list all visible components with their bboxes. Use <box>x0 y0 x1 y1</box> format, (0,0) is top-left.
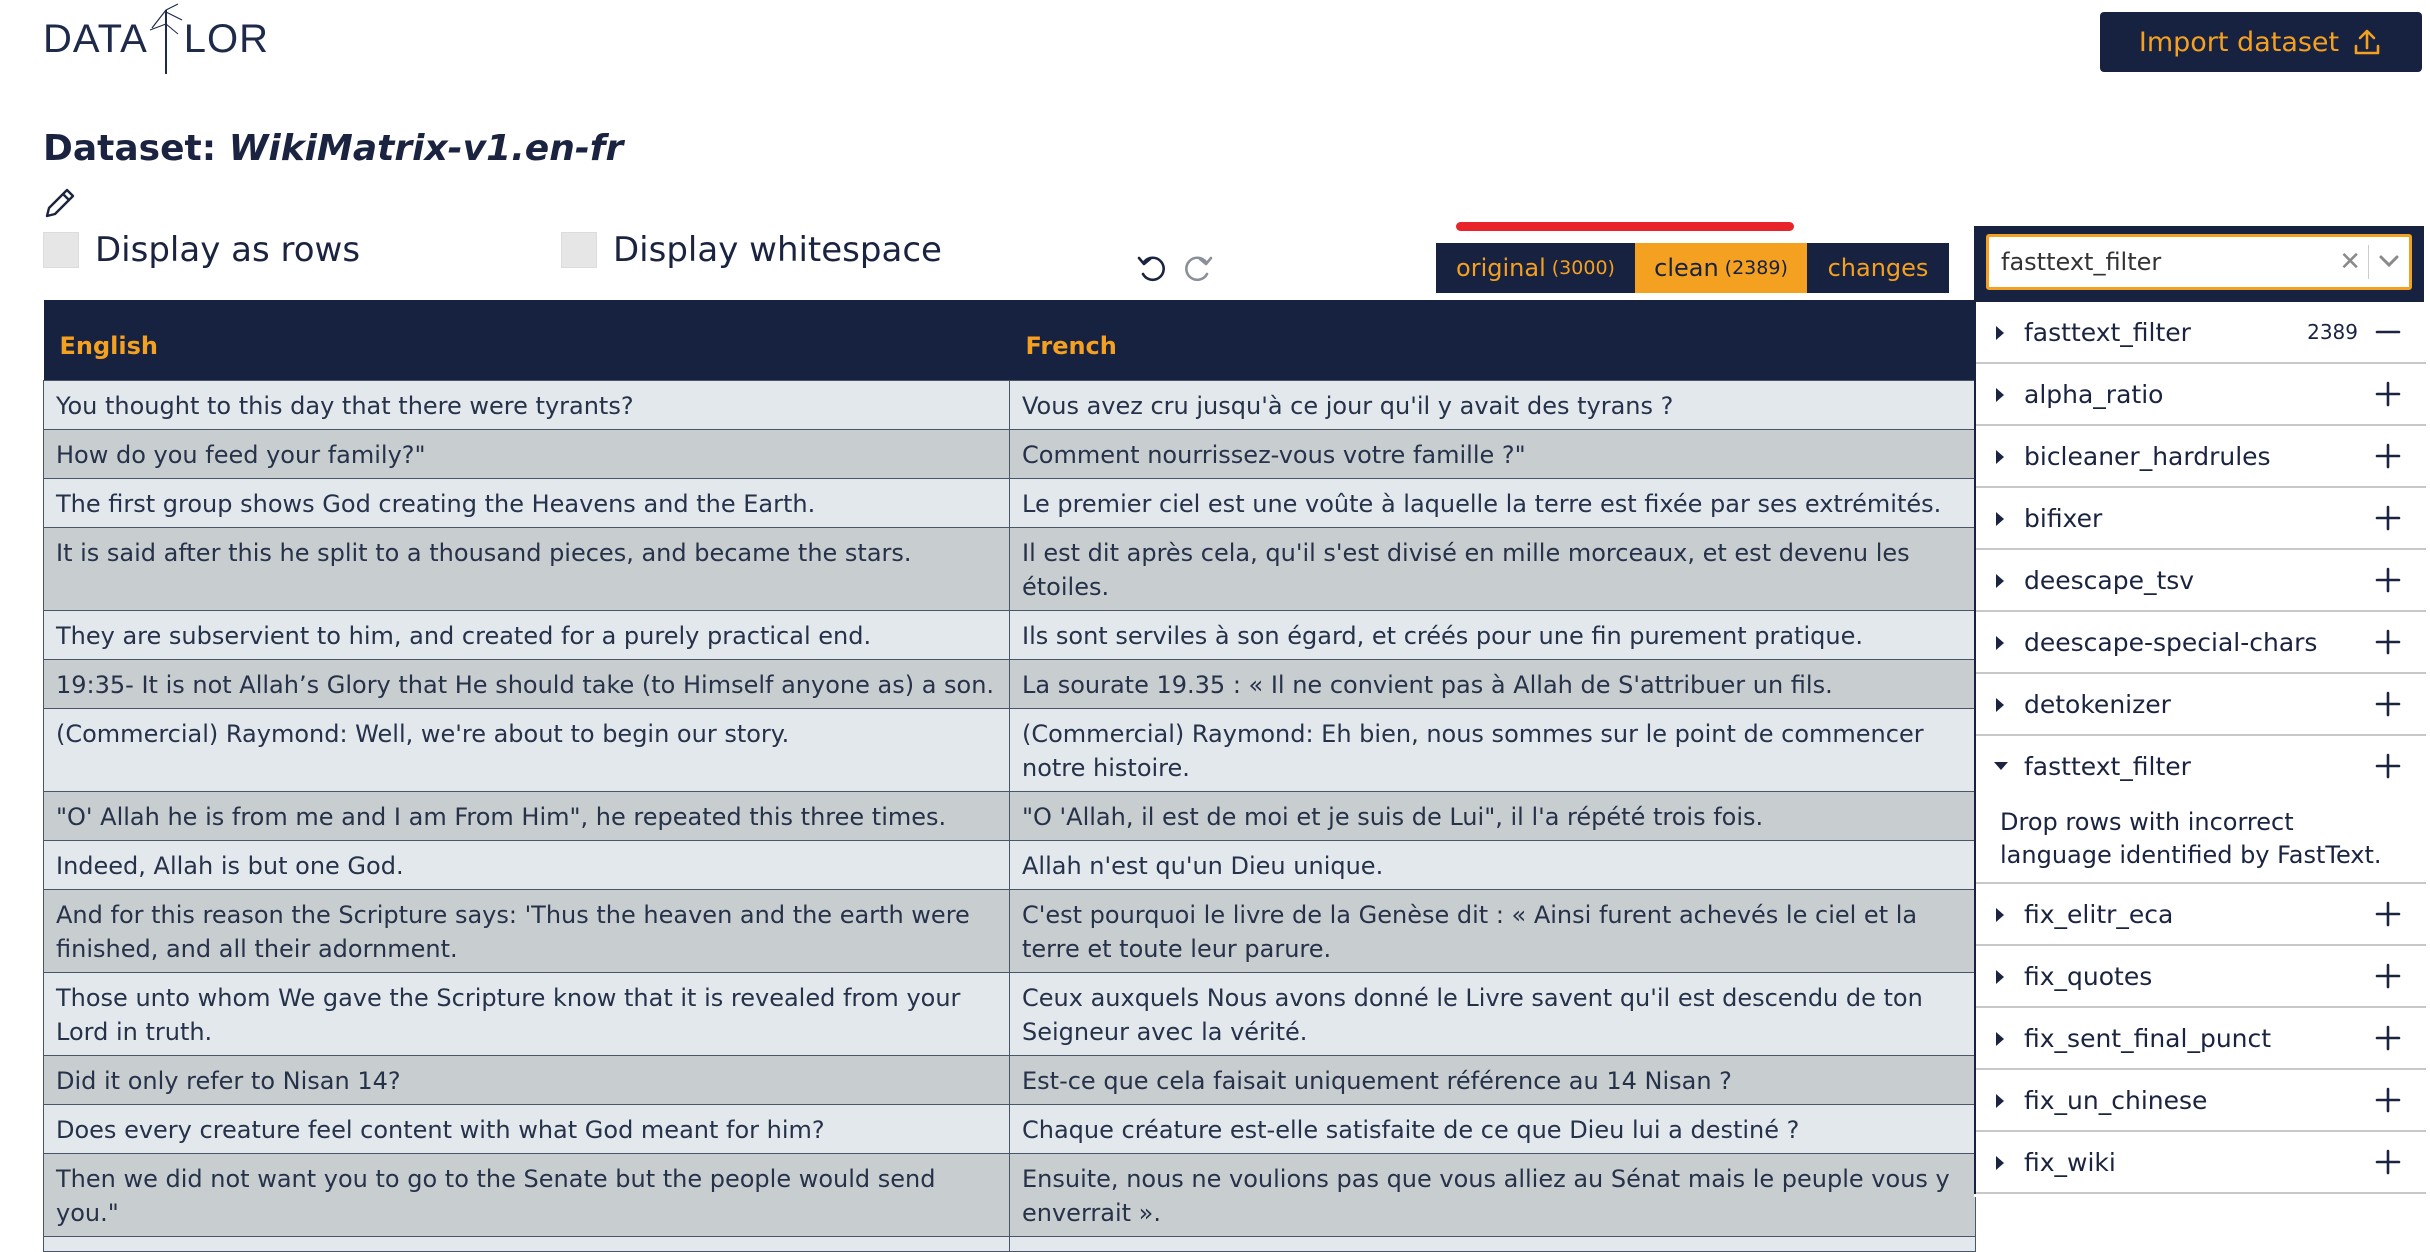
plus-icon[interactable] <box>2374 962 2402 990</box>
minus-icon[interactable] <box>2374 318 2402 346</box>
display-whitespace-checkbox[interactable] <box>561 232 597 268</box>
filter-item-label: deescape_tsv <box>2024 566 2195 595</box>
tab-original-count: (3000) <box>1551 257 1615 279</box>
tab-original-label: original <box>1456 254 1546 282</box>
filter-item-label: deescape-special-chars <box>2024 628 2318 657</box>
table-row[interactable] <box>44 1055 1976 1104</box>
filter-item-label: fix_quotes <box>2024 962 2153 991</box>
close-icon[interactable]: ✕ <box>2339 247 2361 277</box>
plus-icon[interactable] <box>2374 566 2402 594</box>
filter-item-label: bifixer <box>2024 504 2103 533</box>
french-cell: Comment nourrissez-vous votre famille ?" <box>1010 429 1976 478</box>
caret-right-icon[interactable] <box>1996 698 2004 712</box>
table-row[interactable] <box>44 1153 1976 1236</box>
filter-item[interactable] <box>1976 946 2426 1008</box>
table-row[interactable] <box>44 840 1976 889</box>
english-cell: Does every creature feel content with what God meant for him? <box>44 1104 1010 1153</box>
filter-item-label: alpha_ratio <box>2024 380 2164 409</box>
undo-icon[interactable] <box>1135 250 1171 286</box>
plus-icon[interactable] <box>2374 628 2402 656</box>
chevron-down-icon[interactable] <box>2377 249 2401 273</box>
french-cell: Allah n'est qu'un Dieu unique. <box>1010 840 1976 889</box>
plus-icon[interactable] <box>2374 380 2402 408</box>
filter-description: Drop rows with incorrect language identified by FastText. <box>1976 798 2426 884</box>
caret-right-icon[interactable] <box>1996 388 2004 402</box>
english-cell: 19:35- It is not Allah’s Glory that He should take (to Himself anyone as) a son. <box>44 659 1010 708</box>
tab-clean[interactable] <box>1635 243 1807 293</box>
table-row[interactable] <box>44 610 1976 659</box>
plus-icon[interactable] <box>2374 752 2402 780</box>
caret-right-icon[interactable] <box>1996 512 2004 526</box>
filter-item[interactable] <box>1976 736 2426 798</box>
filter-item-label: fix_elitr_eca <box>2024 900 2174 929</box>
french-cell: Il est dit après cela, qu'il s'est divisé en mille morceaux, et est devenu les étoiles. <box>1010 527 1976 610</box>
search-divider <box>2368 245 2369 279</box>
dataset-table <box>43 300 1976 1252</box>
filter-item[interactable] <box>1976 1008 2426 1070</box>
pencil-icon[interactable] <box>43 186 77 220</box>
table-row[interactable] <box>44 1236 1976 1251</box>
french-cell: (Commercial) Raymond: Eh bien, nous sommes sur le point de commencer notre histoire. <box>1010 708 1976 791</box>
french-cell: Ceux auxquels Nous avons donné le Livre savent qu'il est descendu de ton Seigneur avec la vérité. <box>1010 972 1976 1055</box>
english-cell: Then we did not want you to go to the Senate but the people would send you." <box>44 1153 1010 1236</box>
caret-down-icon[interactable] <box>1994 762 2008 770</box>
french-cell: Ils sont serviles à son égard, et créés pour une fin purement pratique. <box>1010 610 1976 659</box>
caret-right-icon[interactable] <box>1996 450 2004 464</box>
dataset-prefix: Dataset: <box>43 128 217 169</box>
filter-item-label: fix_un_chinese <box>2024 1086 2208 1115</box>
french-cell: "O 'Allah, il est de moi et je suis de Lui", il l'a répété trois fois. <box>1010 791 1976 840</box>
english-cell: Indeed, Allah is but one God. <box>44 840 1010 889</box>
caret-right-icon[interactable] <box>1996 636 2004 650</box>
french-cell: Est-ce que cela faisait uniquement référence au 14 Nisan ? <box>1010 1055 1976 1104</box>
import-dataset-label: Import dataset <box>2138 26 2340 58</box>
caret-right-icon[interactable] <box>1996 908 2004 922</box>
tab-changes-label: changes <box>1827 254 1929 282</box>
table-row[interactable] <box>44 659 1976 708</box>
display-whitespace-label: Display whitespace <box>613 230 942 270</box>
logo-text-right: LOR <box>183 16 269 61</box>
logo-text-left: DATA <box>43 16 148 61</box>
table-row[interactable] <box>44 380 1976 429</box>
filter-item-label: fix_wiki <box>2024 1148 2116 1177</box>
tab-clean-count: (2389) <box>1724 257 1788 279</box>
table-row[interactable] <box>44 972 1976 1055</box>
logo-mark-icon <box>148 0 184 78</box>
filter-item[interactable] <box>1976 674 2426 736</box>
plus-icon[interactable] <box>2374 1148 2402 1176</box>
filter-item-count: 2389 <box>2307 320 2358 344</box>
english-cell: (Commercial) Raymond: Well, we're about to begin our story. <box>44 708 1010 791</box>
filter-item[interactable] <box>1976 488 2426 550</box>
english-cell: Those unto whom We gave the Scripture know that it is revealed from your Lord in truth. <box>44 972 1010 1055</box>
french-cell <box>1010 1236 1976 1251</box>
filter-item[interactable] <box>1976 1132 2426 1194</box>
dataset-table-container[interactable] <box>43 300 1975 1227</box>
display-as-rows-option[interactable] <box>43 230 360 270</box>
english-cell: You thought to this day that there were tyrants? <box>44 380 1010 429</box>
english-cell: Did it only refer to Nisan 14? <box>44 1055 1010 1104</box>
tab-original[interactable] <box>1436 243 1635 293</box>
datalor-logo <box>43 0 269 78</box>
display-as-rows-checkbox[interactable] <box>43 232 79 268</box>
column-header-english: English <box>44 300 1010 380</box>
column-header-french: French <box>1010 300 1976 380</box>
table-row[interactable] <box>44 1104 1976 1153</box>
table-row[interactable] <box>44 429 1976 478</box>
plus-icon[interactable] <box>2374 690 2402 718</box>
english-cell: The first group shows God creating the Heavens and the Earth. <box>44 478 1010 527</box>
table-row[interactable] <box>44 791 1976 840</box>
english-cell: How do you feed your family?" <box>44 429 1010 478</box>
tab-clean-label: clean <box>1654 254 1719 282</box>
caret-right-icon[interactable] <box>1996 970 2004 984</box>
redo-icon[interactable] <box>1179 250 1215 286</box>
filter-list <box>1974 302 2426 1194</box>
filter-item[interactable] <box>1976 302 2426 364</box>
table-row[interactable] <box>44 708 1976 791</box>
caret-right-icon[interactable] <box>1996 1156 2004 1170</box>
filter-search-bar <box>1974 226 2424 302</box>
view-tabs <box>1436 243 1949 293</box>
english-cell: They are subservient to him, and created for a purely practical end. <box>44 610 1010 659</box>
dataset-name: WikiMatrix-v1.en-fr <box>228 128 624 169</box>
french-cell: C'est pourquoi le livre de la Genèse dit : « Ainsi furent achevés le ciel et la terre et toute leur parure. <box>1010 889 1976 972</box>
french-cell: Le premier ciel est une voûte à laquelle la terre est fixée par ses extrémités. <box>1010 478 1976 527</box>
english-cell: It is said after this he split to a thousand pieces, and became the stars. <box>44 527 1010 610</box>
french-cell: Chaque créature est-elle satisfaite de ce que Dieu lui a destiné ? <box>1010 1104 1976 1153</box>
english-cell: And for this reason the Scripture says: 'Thus the heaven and the earth were finished, and all their adornment. <box>44 889 1010 972</box>
filter-item[interactable] <box>1976 426 2426 488</box>
filter-progress-indicator <box>1456 222 1794 231</box>
caret-right-icon[interactable] <box>1996 1032 2004 1046</box>
filter-search-input[interactable] <box>1986 234 2412 290</box>
filters-sidebar <box>1974 226 2424 1197</box>
display-whitespace-option[interactable] <box>561 230 942 270</box>
plus-icon[interactable] <box>2374 900 2402 928</box>
filter-item[interactable] <box>1976 550 2426 612</box>
upload-icon <box>2351 26 2383 58</box>
filter-item-label: fasttext_filter <box>2024 752 2191 781</box>
filter-item[interactable] <box>1976 884 2426 946</box>
plus-icon[interactable] <box>2374 442 2402 470</box>
filter-item[interactable] <box>1976 364 2426 426</box>
table-row[interactable] <box>44 527 1976 610</box>
filter-item-label: bicleaner_hardrules <box>2024 442 2271 471</box>
french-cell: La sourate 19.35 : « Il ne convient pas à Allah de S'attribuer un fils. <box>1010 659 1976 708</box>
tab-changes[interactable] <box>1807 243 1949 293</box>
table-row[interactable] <box>44 889 1976 972</box>
display-as-rows-label: Display as rows <box>95 230 361 270</box>
caret-right-icon[interactable] <box>1996 326 2004 340</box>
filter-item[interactable] <box>1976 1070 2426 1132</box>
history-controls <box>1135 250 1215 286</box>
page-title <box>43 128 623 169</box>
plus-icon[interactable] <box>2374 504 2402 532</box>
english-cell <box>44 1236 1010 1251</box>
filter-search-value: fasttext_filter <box>2001 248 2162 276</box>
caret-right-icon[interactable] <box>1996 574 2004 588</box>
plus-icon[interactable] <box>2374 1086 2402 1114</box>
plus-icon[interactable] <box>2374 1024 2402 1052</box>
filter-item-label: fasttext_filter <box>2024 318 2191 347</box>
filter-item-label: detokenizer <box>2024 690 2171 719</box>
french-cell: Ensuite, nous ne voulions pas que vous alliez au Sénat mais le peuple vous y enverrait ». <box>1010 1153 1976 1236</box>
import-dataset-button[interactable] <box>2100 12 2422 72</box>
filter-item[interactable] <box>1976 612 2426 674</box>
caret-right-icon[interactable] <box>1996 1094 2004 1108</box>
french-cell: Vous avez cru jusqu'à ce jour qu'il y avait des tyrans ? <box>1010 380 1976 429</box>
english-cell: "O' Allah he is from me and I am From Him", he repeated this three times. <box>44 791 1010 840</box>
table-row[interactable] <box>44 478 1976 527</box>
filter-item-label: fix_sent_final_punct <box>2024 1024 2272 1053</box>
